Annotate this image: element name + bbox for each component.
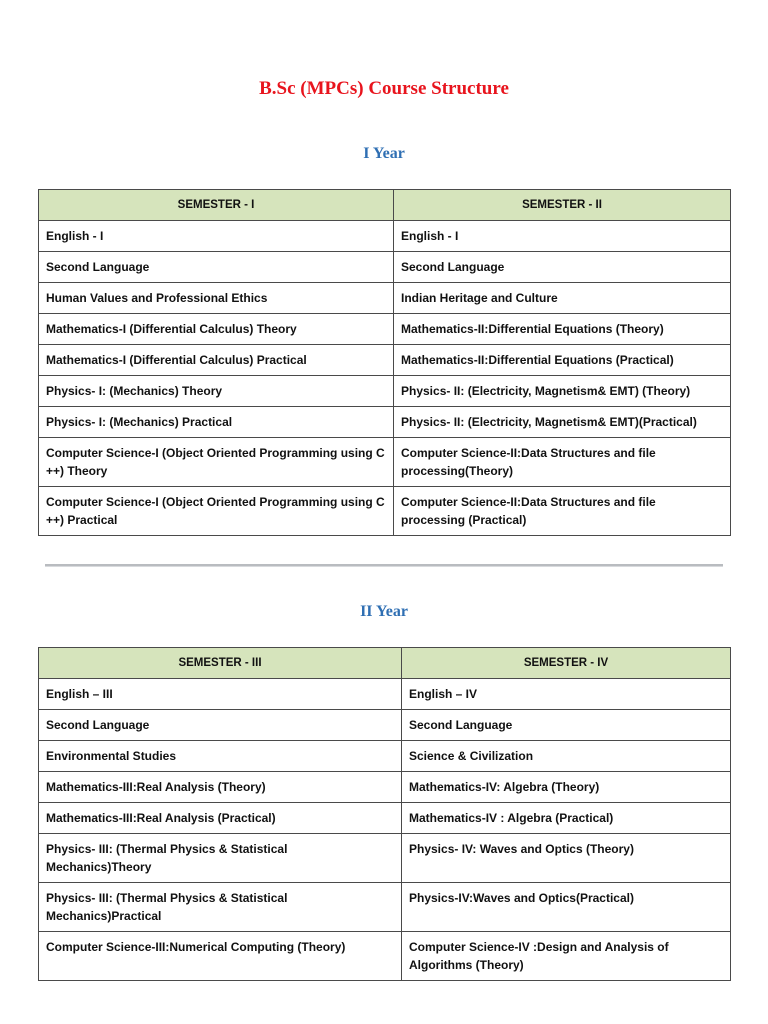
course-cell: Environmental Studies [39,741,402,772]
course-cell: English - I [394,221,731,252]
year-2-heading: II Year [360,603,408,620]
course-cell: Second Language [39,710,402,741]
table-header-row [39,648,731,679]
table-row [39,283,731,314]
table-row [39,487,731,536]
year-2-course-table [38,647,731,981]
course-cell: Computer Science-I (Object Oriented Programming using C ++) Theory [39,438,394,487]
course-cell: Computer Science-IV :Design and Analysis of Algorithms (Theory) [402,932,731,981]
year-1-course-table [38,189,731,536]
page-title: B.Sc (MPCs) Course Structure [259,78,509,99]
table-row [39,932,731,981]
course-cell: Physics- III: (Thermal Physics & Statistical Mechanics)Practical [39,883,402,932]
table-header-row [39,190,731,221]
course-cell: Physics- III: (Thermal Physics & Statistical Mechanics)Theory [39,834,402,883]
course-cell: Physics- II: (Electricity, Magnetism& EMT) (Theory) [394,376,731,407]
year-2-rows [39,679,731,981]
table-row [39,741,731,772]
table-row [39,834,731,883]
table-row [39,710,731,741]
table-row [39,221,731,252]
table-row [39,772,731,803]
table-row [39,679,731,710]
table-row [39,252,731,283]
table-row [39,345,731,376]
table-row [39,883,731,932]
course-cell: Mathematics-III:Real Analysis (Practical) [39,803,402,834]
course-cell: Science & Civilization [402,741,731,772]
course-cell: Second Language [394,252,731,283]
course-cell: Physics-IV:Waves and Optics(Practical) [402,883,731,932]
course-cell: Physics- I: (Mechanics) Theory [39,376,394,407]
year-1-heading: I Year [363,145,405,162]
table-row [39,803,731,834]
table-row [39,314,731,345]
course-cell: English – IV [402,679,731,710]
course-cell: Computer Science-I (Object Oriented Programming using C ++) Practical [39,487,394,536]
course-cell: Computer Science-II:Data Structures and file processing (Practical) [394,487,731,536]
semester-2-header: SEMESTER - II [394,190,731,221]
course-cell: Second Language [402,710,731,741]
course-cell: Mathematics-IV : Algebra (Practical) [402,803,731,834]
semester-3-header: SEMESTER - III [39,648,402,679]
course-cell: Mathematics-IV: Algebra (Theory) [402,772,731,803]
semester-4-header: SEMESTER - IV [402,648,731,679]
course-cell: Physics- I: (Mechanics) Practical [39,407,394,438]
course-cell: Mathematics-III:Real Analysis (Theory) [39,772,402,803]
course-cell: Mathematics-I (Differential Calculus) Theory [39,314,394,345]
course-cell: Computer Science-II:Data Structures and file processing(Theory) [394,438,731,487]
course-cell: Mathematics-II:Differential Equations (Theory) [394,314,731,345]
year-1-rows [39,221,731,536]
course-cell: Second Language [39,252,394,283]
course-cell: Computer Science-III:Numerical Computing (Theory) [39,932,402,981]
course-cell: English - I [39,221,394,252]
course-cell: Indian Heritage and Culture [394,283,731,314]
table-row [39,407,731,438]
section-divider [45,564,723,567]
table-row [39,438,731,487]
course-cell: Human Values and Professional Ethics [39,283,394,314]
table-row [39,376,731,407]
semester-1-header: SEMESTER - I [39,190,394,221]
course-cell: Physics- IV: Waves and Optics (Theory) [402,834,731,883]
course-cell: English – III [39,679,402,710]
course-cell: Physics- II: (Electricity, Magnetism& EMT)(Practical) [394,407,731,438]
course-cell: Mathematics-I (Differential Calculus) Practical [39,345,394,376]
course-cell: Mathematics-II:Differential Equations (Practical) [394,345,731,376]
